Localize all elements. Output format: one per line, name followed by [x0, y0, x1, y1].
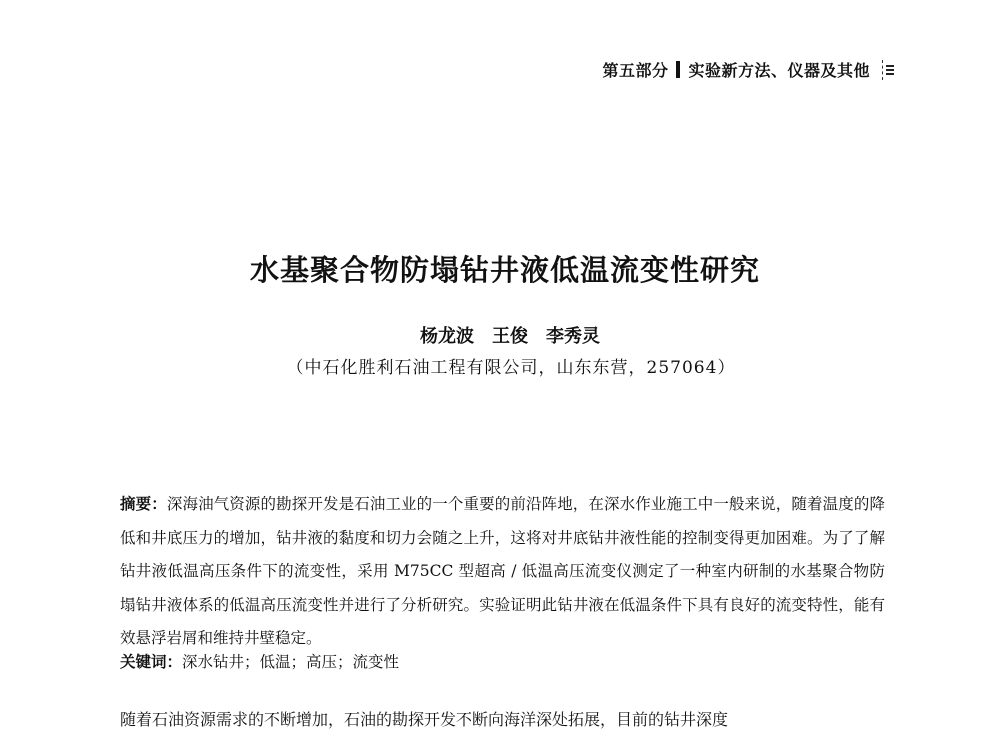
affiliation: （中石化胜利石油工程有限公司，山东东营，257064） — [286, 358, 736, 378]
running-header — [602, 58, 895, 81]
body-text: 随着石油资源需求的不断增加，石油的勘探开发不断向海洋深处拓展，目前的钻井深度 — [120, 710, 729, 729]
abstract-text: 深海油气资源的勘探开发是石油工业的一个重要的前沿阵地，在深水作业施工中一般来说，随着温度的降低和井底压力的增加，钻井液的黏度和切力会随之上升，这将对井底钻井液性能的控制变得更加困难。为了了解钻井液低温高压条件下的流变性，采用 M75CC 型超高 / 低温高压流变仪测定了一种室内研制的水基聚合物防塌钻井液体系的低温高压流变性并进行了分析研究。实验证明此钻井液在低温条件下具有良好的流变特性，能有效悬浮岩屑和维持井壁稳定。 — [120, 495, 885, 647]
page-mark-icon — [882, 60, 895, 80]
header-separator — [676, 61, 680, 78]
abstract — [120, 487, 885, 656]
abstract-label: 摘要： — [120, 494, 167, 513]
header-part: 第五部分 — [602, 61, 669, 80]
keywords-text: 深水钻井；低温；高压；流变性 — [182, 653, 400, 671]
keywords — [120, 650, 399, 672]
keywords-label: 关键词： — [120, 652, 183, 671]
header-section: 实验新方法、仪器及其他 — [688, 61, 870, 80]
authors: 杨龙波 王俊 李秀灵 — [420, 326, 600, 347]
paper-title: 水基聚合物防塌钻井液低温流变性研究 — [249, 253, 760, 287]
